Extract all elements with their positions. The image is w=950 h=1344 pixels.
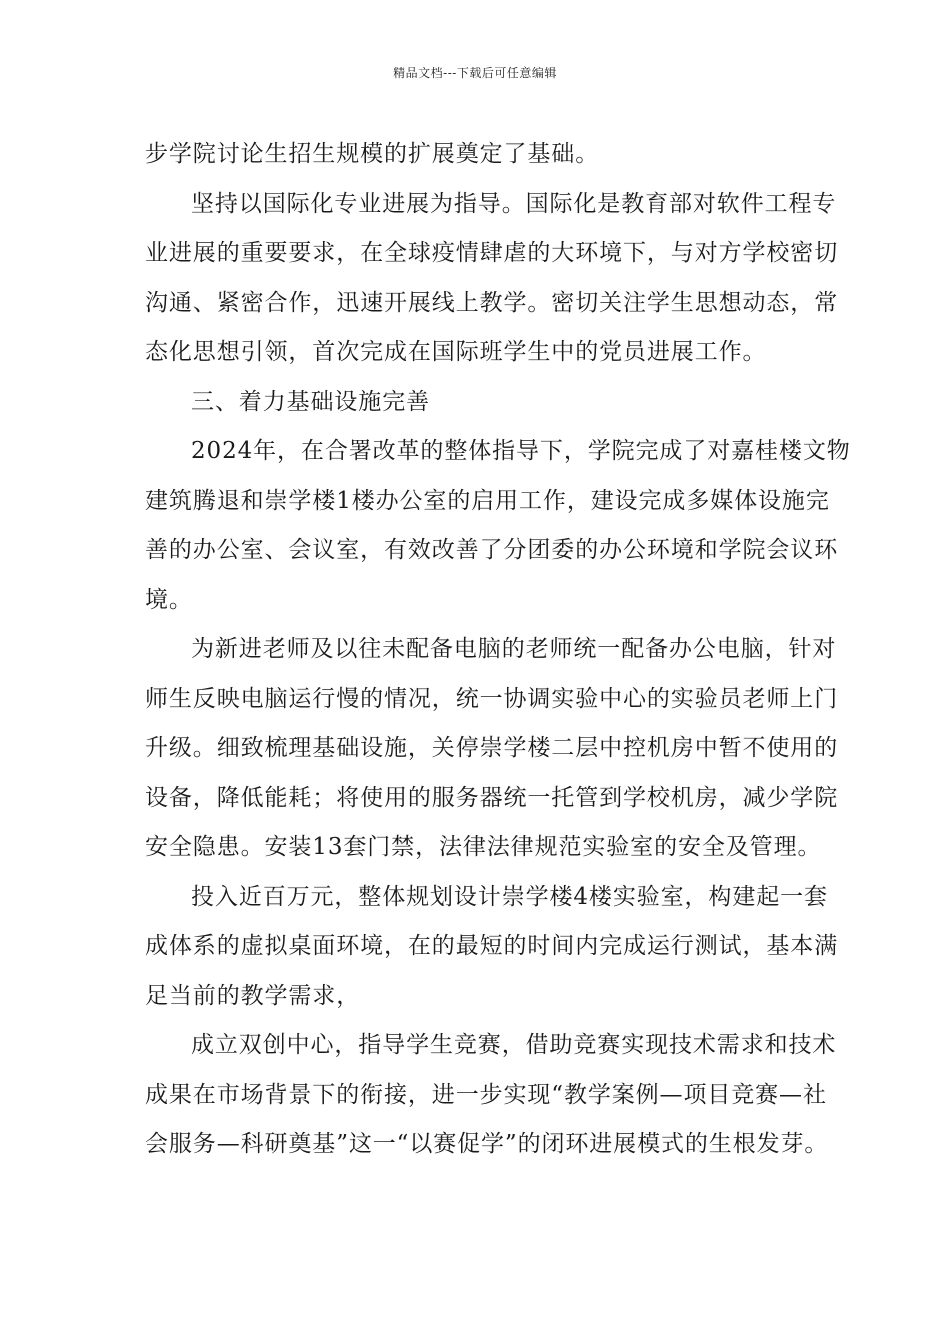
text-line: 会服务—科研奠基”这一“以赛促学”的闭环进展模式的生根发芽。 [145, 1131, 829, 1157]
page-header: 精品文档---下载后可任意编辑 [393, 66, 557, 80]
text-line: 善的办公室、会议室，有效改善了分团委的办公环境和学院会议环 [145, 537, 839, 563]
text-line: 升级。细致梳理基础设施，关停崇学楼二层中控机房中暂不使用的 [145, 735, 839, 761]
text-line: 步学院讨论生招生规模的扩展奠定了基础。 [145, 141, 600, 167]
text-line: 成体系的虚拟桌面环境，在的最短的时间内完成运行测试，基本满 [145, 933, 839, 959]
text-line: 三、着力基础设施完善 [191, 388, 430, 415]
paragraph [145, 873, 839, 1022]
text-line: 业进展的重要要求，在全球疫情肆虐的大环境下，与对方学校密切 [145, 240, 839, 266]
text-line: 坚持以国际化专业进展为指导。国际化是教育部对软件工程专 [191, 190, 837, 217]
text-line: 成立双创中心，指导学生竞赛，借助竞赛实现技术需求和技术 [191, 1032, 837, 1058]
text-line: 安全隐患。安装13套门禁，法律法律规范实验室的安全及管理。 [145, 834, 822, 860]
paragraph [145, 625, 839, 873]
text-line: 师生反映电脑运行慢的情况，统一协调实验中心的实验员老师上门 [145, 685, 839, 712]
text-line: 沟通、紧密合作，迅速开展线上教学。密切关注学生思想动态，常 [145, 289, 839, 316]
text-line: 为新进老师及以往未配备电脑的老师统一配备办公电脑，针对 [191, 636, 837, 662]
section-heading [145, 378, 810, 428]
text-line: 2024年，在合署改革的整体指导下，学院完成了对嘉桂楼文物 [191, 438, 851, 464]
paragraph [145, 1021, 837, 1170]
text-line: 设备，降低能耗；将使用的服务器统一托管到学校机房，减少学院 [145, 784, 839, 811]
text-line: 成果在市场背景下的衔接，进一步实现“教学案例—项目竞赛—社 [145, 1081, 827, 1108]
paragraph [145, 427, 851, 625]
text-line: 态化思想引领，首次完成在国际班学生中的党员进展工作。 [145, 339, 767, 365]
paragraph [145, 180, 839, 378]
text-line: 投入近百万元，整体规划设计崇学楼4楼实验室，构建起一套 [191, 883, 828, 910]
text-line: 建筑腾退和崇学楼1楼办公室的启用工作，建设完成多媒体设施完 [145, 487, 830, 514]
paragraph [145, 130, 810, 180]
text-line: 境。 [145, 586, 193, 613]
document-body [145, 130, 851, 1170]
text-line: 足当前的教学需求， [145, 982, 361, 1009]
